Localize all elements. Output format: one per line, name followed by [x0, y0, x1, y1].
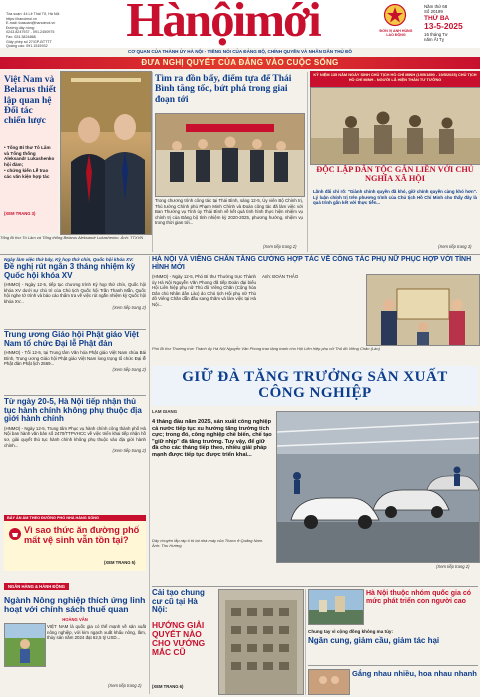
story-body: VIỆT NAM là quốc gia có thế mạnh về sản xuất nông nghiệp, với kim ngạch xuất khẩu nông, lâm, thủy sản năm 2024 đạt 62,5 tỷ USD...: [47, 624, 146, 641]
jump-link[interactable]: (Xem tiếp trang 2): [436, 564, 470, 569]
story-headline[interactable]: Vì sao thức ăn đường phố mất vệ sinh vẫn tồn tại?: [24, 525, 140, 545]
masthead-logo: Hànộimới: [126, 0, 320, 47]
section-label: [4, 583, 69, 590]
bullet-item: • Tổng Bí thư Tô Lâm và Tổng thống Aleksandr Lukashenko hội đàm;: [4, 145, 55, 167]
info-line: Giấy phép số 27/GP-BTTTT: [6, 39, 52, 44]
story-headline[interactable]: Trung ương Giáo hội Phật giáo Việt Nam tổ chức Đại lễ Phật đản: [4, 330, 139, 348]
side-divider: [308, 665, 478, 666]
story-byline: HOÀNG VÂN: [62, 616, 88, 622]
story-headline[interactable]: HÀ NỘI VÀ VIÊNG CHĂN TĂNG CƯỜNG HỢP TÁC VỀ CÔNG TÁC PHỤ NỮ PHỤC HỢP VỚI TÌNH HÌNH MỚI: [152, 256, 472, 271]
issue-date: 13-5-2025: [424, 21, 463, 32]
jump-link[interactable]: (XEM TRANG 5): [104, 560, 136, 565]
story-headline[interactable]: ĐỘC LẬP DÂN TỘC GẮN LIỀN VỚI CHỦ NGHĨA XÃ HỘI: [316, 165, 474, 183]
side-column[interactable]: [308, 589, 478, 695]
issue-lunar-day: 16 tháng Tư: [424, 31, 448, 37]
story-headline[interactable]: Tìm ra đồn bẩy, điểm tựa để Thái Bình tăng tốc, bứt phá trong giai đoạn tới: [155, 74, 292, 105]
issue-weekday: THỨ BA: [424, 14, 450, 22]
jump-link[interactable]: (XEM TRANG 3): [4, 211, 36, 216]
story-body: (HNMO) - Ngày 12-5, Trung tâm Phục vụ hành chính công thành phố Hà Nội ban hành văn bản số 2470/TTPVHCC về việc triển khai tiếp nhận hồ sơ, giải quyết thủ tục hành chính không phụ thuộc vào địa giới hành chính...: [4, 425, 146, 448]
column-divider: [307, 72, 308, 252]
side-group-label: Chung tay vì cộng đồng không ma túy:: [308, 629, 393, 634]
story-phat-dan[interactable]: [4, 331, 146, 395]
info-line: Fax: 024.3824868: [6, 34, 36, 39]
story-vietnam-belarus[interactable]: [0, 71, 150, 253]
story-quoc-hoi[interactable]: [4, 257, 146, 329]
info-line[interactable]: E-mail: toasoan@hanoimoi.vn: [6, 21, 56, 26]
photo-caption: Dây chuyền lắp ráp ô tô tại nhà máy của Thaco ở Quảng Nam. Ảnh: Thu Hường: [152, 538, 264, 548]
jump-link[interactable]: (Xem tiếp trang 2): [112, 367, 146, 373]
section-divider: [152, 586, 478, 587]
story-ngan-hang[interactable]: [4, 575, 146, 695]
jump-link[interactable]: (Xem tiếp trang 2): [112, 448, 146, 454]
photo-caption: Tổng Bí thư Tô Lâm và Tổng thống Belarus Aleksandr Lukashenko. Ảnh: TTXVN: [0, 235, 144, 240]
story-headline[interactable]: GIỮ ĐÀ TĂNG TRƯỞNG SẢN XUẤT CÔNG NGHIỆP: [182, 369, 448, 402]
info-line: 0243.8247937 - 091.2450975: [6, 30, 55, 35]
story-kicker: Ngày làm việc thứ bảy, Kỳ họp thứ chín, Quốc hội khóa XV:: [4, 257, 134, 262]
photo-thai-binh-meeting: [155, 113, 305, 197]
photo-side: [308, 669, 350, 695]
story-body-cont: [262, 274, 362, 280]
photo-hop-tac: [366, 274, 480, 346]
jump-link[interactable]: (Xem tiếp trang 2): [263, 244, 297, 249]
hero-badge-icon: [383, 3, 407, 27]
story-divider: [4, 395, 146, 396]
section-label: BẢY ẤN ÁM THEO ĐƯỜNG PHỐ NHÀ HÀNG SÓNG: [4, 515, 146, 521]
info-line: Tòa soạn: 44 Lê Thái Tổ, Hà Nội: [6, 12, 60, 16]
story-mat-an[interactable]: [4, 515, 146, 571]
jump-link[interactable]: (Xem tiếp trang 2): [112, 304, 146, 310]
story-body: Trong chương trình công tác tại Thái Bình, sáng 12-5, Ủy viên Bộ Chính trị, Thủ tướng Chính phủ Phạm Minh Chính và Đoàn công tác đã làm việc với Ban Thường vụ Tỉnh ủy Thái Bình về kết quả tình hình thực hiện nhiệm vụ chính trị của Đảng bộ tỉnh nhiệm kỳ 2020-2025, phương hướng, nhiệm vụ trong thời gian tới...: [155, 198, 303, 226]
story-headline[interactable]: Việt Nam và Belarus thiết lập quan hệ Đối tác chiến lược: [4, 75, 56, 126]
story-body: (HNMO) - Ngày 12-5, Phó Bí thư Thường trực Thành ủy Hà Nội Nguyễn Văn Phong đã tiếp Đoàn đại biểu Hội Liên hiệp phụ nữ Thủ đô Viêng Chăn (Cộng hòa Dân chủ Nhân dân Lào) do Chủ tịch Hội phụ nữ Thủ đô Viêng Chăn dẫn đầu sang thăm và làm việc tại Hà Nội...: [152, 274, 256, 307]
food-icon: [8, 527, 22, 541]
jump-link[interactable]: (Xem tiếp trang 2): [108, 683, 142, 688]
photo-hanoi: [308, 589, 364, 625]
side-item[interactable]: Ngăn cung, giảm cầu, giảm tác hại: [308, 636, 440, 645]
side-item[interactable]: Gắng nhau nhiều, hoa nhau nhanh: [352, 669, 477, 678]
story-tu-ngay-20-5[interactable]: [4, 398, 146, 516]
story-headline[interactable]: Cải tạo chung cư cũ tại Hà Nội:: [152, 588, 205, 615]
story-body: Lãnh đãi chỉ rõ: "Giành chính quyền đã khó, giữ chính quyền càng khó hơn". Lý luận chính trị trên phương trình của Chủ tịch Hồ Chí Minh cho thấy đây là quá trình gắn kết với thực tiễn...: [313, 189, 477, 206]
issue-year: Năm thứ 68: [424, 4, 448, 9]
anniversary-kicker: KỶ NIỆM 135 NĂM NGÀY SINH CHỦ TỊCH HỒ CHÍ MINH (19/5/1890 - 19/5/2025) CHỦ TỊCH HỒ CHÍ MINH - NGƯỜI LÃ HIỆN THÂN TƯ TƯỞNG: [310, 71, 480, 87]
photo-apartment: [218, 589, 304, 695]
badge-label: ĐƠN VỊ ANH HÙNG LAO ĐỘNG: [379, 29, 413, 38]
story-thai-binh[interactable]: [155, 71, 305, 253]
photo-leaders: [60, 71, 152, 235]
photo-caption: Phó Bí thư Thường trực Thành ủy Hà Nội Nguyễn Văn Phong trao tặng tranh cho Hội Liên hiệp phụ nữ Thủ đô Viêng Chăn (Lào): [152, 346, 380, 351]
photo-car-factory: [276, 411, 480, 563]
story-hop-tac[interactable]: [152, 256, 478, 364]
slogan-bar: [0, 57, 480, 69]
story-body: (HNMO) - Tối 12-5, tại Trung tâm Văn hóa Phật giáo Việt Nam chùa Bái Đính, Trung ương Giáo hội Phật giáo Việt Nam long trọng tổ chức Đại lễ Phật đản Phật lịch 2569...: [4, 350, 146, 367]
section-divider: [0, 254, 480, 255]
jump-link[interactable]: (XEM TRANG 6): [152, 684, 184, 689]
story-anniversary[interactable]: [310, 71, 480, 253]
info-line: Đường dây nóng:: [6, 25, 35, 30]
column-divider: [305, 589, 306, 695]
jump-link[interactable]: (Xem tiếp trang 3): [438, 244, 472, 249]
issue-info: [424, 4, 476, 43]
column-divider: [152, 72, 153, 252]
issue-lunar-year: năm Ất Tỵ: [424, 37, 444, 43]
story-headline[interactable]: Đề nghị rút ngắn 3 tháng nhiệm kỳ Quốc hội khóa XV: [4, 262, 136, 280]
masthead: [0, 0, 480, 48]
org-line: CƠ QUAN CỦA THÀNH ỦY HÀ NỘI - TIẾNG NÓI CỦA ĐẢNG BỘ, CHÍNH QUYỀN VÀ NHÂN DÂN THỦ ĐÔ: [128, 49, 352, 54]
story-headline[interactable]: Ngành Nông nghiệp thích ứng linh hoạt với chính sách thuế quan: [4, 595, 146, 615]
masthead-left-info: [6, 12, 66, 49]
story-cai-tao[interactable]: [152, 589, 302, 695]
story-lead: 4 tháng đầu năm 2025, sản xuất công nghiệp cả nước tiếp tục xu hướng tăng trưởng tích cực; trong đó, công nghiệp chế biến, chế tạo "giữ nhịp" đà tăng trưởng. Tuy vậy, để giữ đà cho các tháng tiếp theo, nhiều giải pháp mạnh được tiếp tục được triển khai...: [152, 419, 272, 458]
story-body: (HNMO) - Ngày 12-5, tiếp tục chương trình Kỳ họp thứ chín, Quốc hội khóa XV dưới sự chủ trì của Chủ tịch Quốc hội Trần Thanh Mẫn, Quốc hội nghe tờ trình và báo cáo thẩm tra về việc rút ngắn nhiệm kỳ Quốc hội khóa XV...: [4, 282, 146, 305]
bullet-item: • chứng kiến Lễ trao các văn kiện hợp tác: [4, 168, 50, 179]
column-divider: [149, 256, 150, 694]
photo-ho-chi-minh: [310, 87, 480, 165]
story-cong-nghiep[interactable]: [152, 366, 478, 584]
photo-farm: [4, 623, 46, 667]
section-label-text: NGÂN HÀNG & HÀNH ĐỘNG: [8, 584, 65, 589]
side-headline[interactable]: Hà Nội thuộc nhóm quốc gia có mức phát triển con người cao: [366, 590, 471, 605]
story-headline[interactable]: Từ ngày 20-5, Hà Nội tiếp nhận thủ tục hành chính không phụ thuộc địa giới hành chính: [4, 397, 142, 424]
story-bullets: [4, 145, 56, 180]
issue-number: Số 20199: [424, 9, 443, 15]
info-line: Quảng cáo: 091.1515932: [6, 44, 48, 49]
story-quote[interactable]: HƯỚNG GIẢI QUYẾT NÀO CHO VƯỚNG MẮC CŨ: [152, 620, 206, 658]
info-line[interactable]: https://hanoimoi.vn: [6, 16, 37, 21]
body-fragment: Anh: ĐOÀN THẢO: [262, 274, 299, 279]
slogan-text: ĐƯA NGHỊ QUYẾT CỦA ĐẢNG VÀO CUỘC SỐNG: [141, 58, 339, 67]
story-byline: LAM GIANG: [152, 409, 178, 414]
